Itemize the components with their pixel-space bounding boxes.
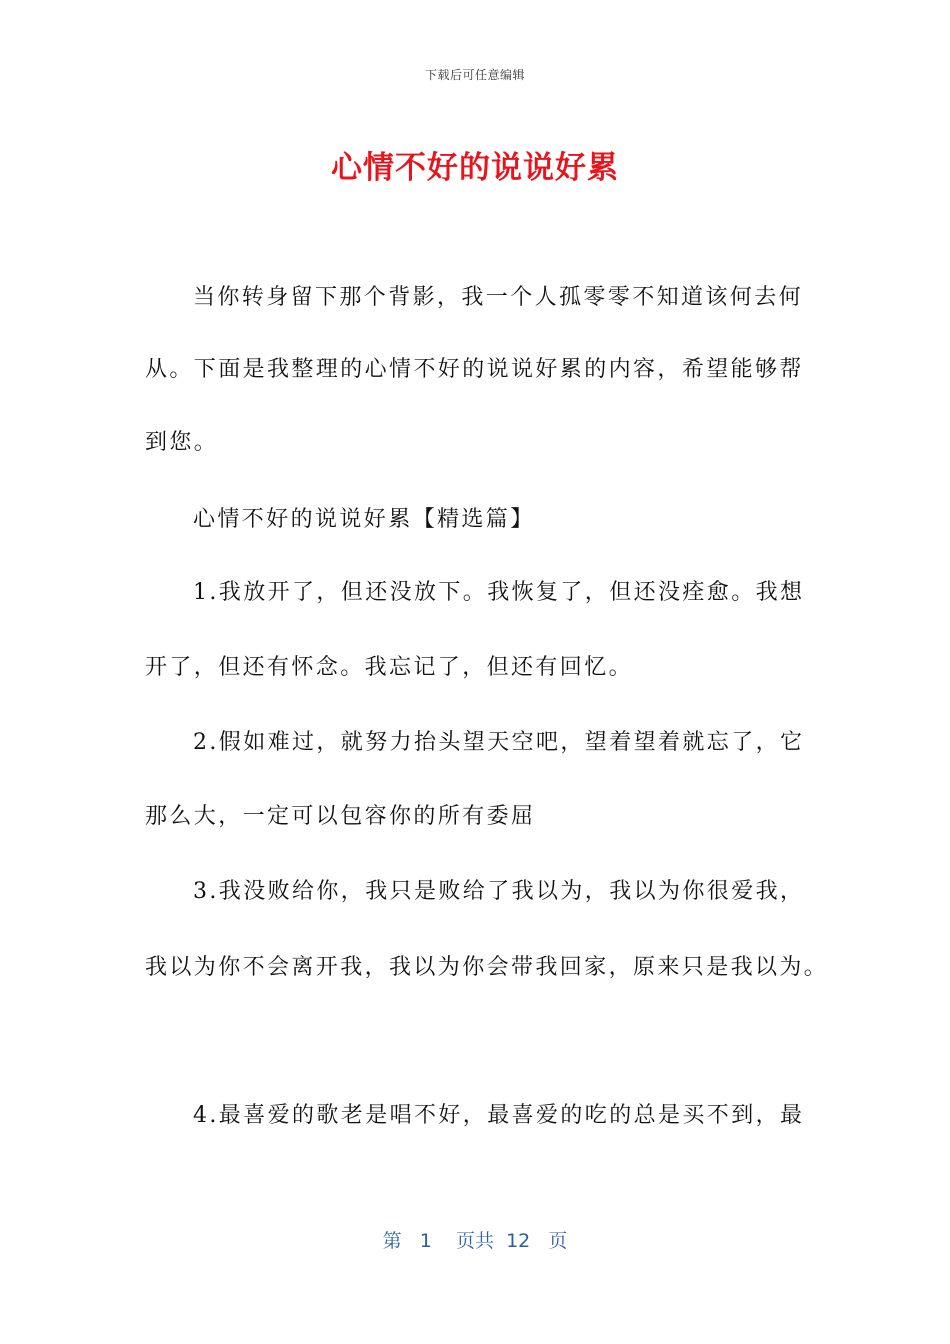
list-item-line: 我以为你不会离开我，我以为你会带我回家，原来只是我以为。: [145, 955, 829, 980]
page-title: 心情不好的说说好累: [331, 150, 619, 186]
list-item-line: 2.假如难过，就努力抬头望天空吧，望着望着就忘了，它: [193, 730, 805, 755]
header-note: 下载后可任意编辑: [424, 68, 525, 82]
paragraph-line: 到您。: [145, 430, 219, 455]
list-item-line: 4.最喜爱的歌老是唱不好，最喜爱的吃的总是买不到，最: [193, 1103, 805, 1128]
list-item-line: 3.我没败给你，我只是败给了我以为，我以为你很爱我，: [193, 879, 805, 904]
footer-page-number: 1: [419, 1230, 432, 1252]
footer-prefix: 第: [382, 1230, 402, 1252]
footer-middle: 页共: [455, 1230, 494, 1252]
page-footer: [0, 1226, 950, 1253]
list-item-line: 开了，但还有怀念。我忘记了，但还有回忆。: [145, 655, 634, 680]
list-item-line: 那么大，一定可以包容你的所有委屈: [145, 804, 536, 829]
footer-total-pages: 12: [506, 1230, 531, 1252]
paragraph-line: 当你转身留下那个背影，我一个人孤零零不知道该何去何: [193, 285, 804, 310]
paragraph-line: 从。下面是我整理的心情不好的说说好累的内容，希望能够帮: [145, 357, 804, 382]
section-heading: 心情不好的说说好累【精选篇】: [193, 507, 535, 532]
footer-suffix: 页: [548, 1230, 568, 1252]
list-item-line: 1.我放开了，但还没放下。我恢复了，但还没痊愈。我想: [193, 580, 805, 605]
